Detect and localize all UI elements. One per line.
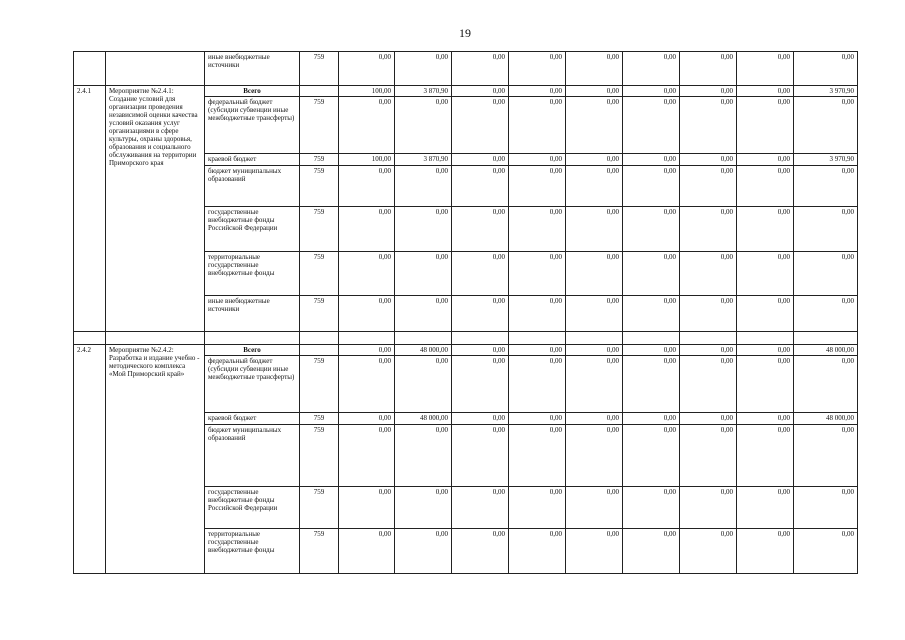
value-cell: 0,00 xyxy=(623,52,680,86)
value-cell: 0,00 xyxy=(566,413,623,425)
value-cell: 0,00 xyxy=(452,52,509,86)
value-cell: 0,00 xyxy=(566,86,623,97)
value-cell: 0,00 xyxy=(566,52,623,86)
value-cell: 0,00 xyxy=(452,413,509,425)
value-cell: 0,00 xyxy=(509,413,566,425)
activity-number-cell xyxy=(74,52,106,86)
page-number: 19 xyxy=(459,26,471,40)
value-cell: 0,00 xyxy=(680,413,737,425)
value-cell: 0,00 xyxy=(395,252,452,296)
funding-source-cell: бюджет муниципальных образований xyxy=(205,425,300,487)
budget-code-cell: 759 xyxy=(300,252,339,296)
value-cell: 0,00 xyxy=(737,52,794,86)
value-cell: 0,00 xyxy=(395,529,452,574)
total-value-cell: 0,00 xyxy=(794,356,858,413)
value-cell: 0,00 xyxy=(452,529,509,574)
value-cell: 0,00 xyxy=(737,487,794,529)
budget-code-cell: 759 xyxy=(300,207,339,252)
value-cell: 0,00 xyxy=(509,252,566,296)
value-cell: 0,00 xyxy=(737,97,794,154)
value-cell: 0,00 xyxy=(680,356,737,413)
funding-source-cell: федеральный бюджет (субсидии субвенции иные межбюджетные трансферты) xyxy=(205,356,300,413)
value-cell: 0,00 xyxy=(509,529,566,574)
value-cell: 0,00 xyxy=(509,356,566,413)
funding-source-cell: Всего xyxy=(205,345,300,356)
value-cell: 0,00 xyxy=(566,154,623,166)
value-cell: 0,00 xyxy=(339,356,395,413)
value-cell: 0,00 xyxy=(737,86,794,97)
funding-source-cell: территориальные государственные внебюджетные фонды xyxy=(205,252,300,296)
value-cell: 0,00 xyxy=(452,356,509,413)
value-cell: 0,00 xyxy=(395,207,452,252)
empty-cell xyxy=(566,332,623,345)
value-cell: 0,00 xyxy=(680,425,737,487)
budget-code-cell: 759 xyxy=(300,529,339,574)
value-cell: 100,00 xyxy=(339,86,395,97)
section-separator-row xyxy=(74,332,858,345)
funding-source-cell: краевой бюджет xyxy=(205,154,300,166)
value-cell: 0,00 xyxy=(623,296,680,332)
total-value-cell: 0,00 xyxy=(794,487,858,529)
value-cell: 0,00 xyxy=(566,296,623,332)
budget-code-cell: 759 xyxy=(300,52,339,86)
empty-cell xyxy=(680,332,737,345)
value-cell: 0,00 xyxy=(339,529,395,574)
total-value-cell: 0,00 xyxy=(794,166,858,207)
value-cell: 0,00 xyxy=(452,345,509,356)
value-cell: 0,00 xyxy=(680,52,737,86)
total-value-cell: 0,00 xyxy=(794,97,858,154)
value-cell: 0,00 xyxy=(737,252,794,296)
activity-number-cell: 2.4.2 xyxy=(74,345,106,574)
value-cell: 48 000,00 xyxy=(395,345,452,356)
value-cell: 0,00 xyxy=(566,487,623,529)
value-cell: 0,00 xyxy=(680,154,737,166)
value-cell: 48 000,00 xyxy=(395,413,452,425)
funding-source-cell: государственные внебюджетные фонды Российской Федерации xyxy=(205,487,300,529)
value-cell: 0,00 xyxy=(623,529,680,574)
value-cell: 0,00 xyxy=(680,529,737,574)
empty-cell xyxy=(74,332,106,345)
value-cell: 0,00 xyxy=(452,252,509,296)
value-cell: 0,00 xyxy=(623,487,680,529)
value-cell: 0,00 xyxy=(339,413,395,425)
value-cell: 3 870,90 xyxy=(395,154,452,166)
budget-code-cell: 759 xyxy=(300,296,339,332)
table-row xyxy=(74,345,858,356)
value-cell: 0,00 xyxy=(452,425,509,487)
value-cell: 0,00 xyxy=(339,52,395,86)
value-cell: 0,00 xyxy=(680,252,737,296)
value-cell: 0,00 xyxy=(566,166,623,207)
value-cell: 0,00 xyxy=(566,97,623,154)
value-cell: 0,00 xyxy=(680,86,737,97)
total-value-cell: 0,00 xyxy=(794,252,858,296)
value-cell: 0,00 xyxy=(452,487,509,529)
value-cell: 0,00 xyxy=(339,252,395,296)
value-cell: 0,00 xyxy=(737,425,794,487)
value-cell: 0,00 xyxy=(623,356,680,413)
value-cell: 0,00 xyxy=(509,52,566,86)
value-cell: 0,00 xyxy=(509,97,566,154)
value-cell: 0,00 xyxy=(623,86,680,97)
value-cell: 0,00 xyxy=(566,529,623,574)
value-cell: 0,00 xyxy=(509,425,566,487)
value-cell: 0,00 xyxy=(452,166,509,207)
budget-code-cell: 759 xyxy=(300,97,339,154)
value-cell: 0,00 xyxy=(737,345,794,356)
funding-source-cell: федеральный бюджет (субсидии субвенции иные межбюджетные трансферты) xyxy=(205,97,300,154)
value-cell: 0,00 xyxy=(395,487,452,529)
funding-source-cell: иные внебюджетные источники xyxy=(205,296,300,332)
budget-code-cell: 759 xyxy=(300,154,339,166)
total-value-cell: 0,00 xyxy=(794,529,858,574)
activity-name-cell xyxy=(106,52,205,86)
value-cell: 0,00 xyxy=(737,154,794,166)
value-cell: 0,00 xyxy=(623,345,680,356)
total-value-cell: 0,00 xyxy=(794,425,858,487)
budget-code-cell: 759 xyxy=(300,356,339,413)
value-cell: 0,00 xyxy=(452,97,509,154)
total-value-cell: 3 970,90 xyxy=(794,86,858,97)
value-cell: 0,00 xyxy=(339,487,395,529)
budget-table xyxy=(73,51,858,574)
value-cell: 0,00 xyxy=(680,207,737,252)
funding-source-cell: Всего xyxy=(205,86,300,97)
value-cell: 0,00 xyxy=(395,166,452,207)
value-cell: 0,00 xyxy=(623,154,680,166)
budget-code-cell xyxy=(300,86,339,97)
value-cell: 0,00 xyxy=(509,154,566,166)
total-value-cell: 3 970,90 xyxy=(794,154,858,166)
empty-cell xyxy=(452,332,509,345)
total-value-cell: 0,00 xyxy=(794,207,858,252)
value-cell: 0,00 xyxy=(623,166,680,207)
value-cell: 0,00 xyxy=(566,207,623,252)
value-cell: 0,00 xyxy=(623,413,680,425)
value-cell: 3 870,90 xyxy=(395,86,452,97)
value-cell: 0,00 xyxy=(509,296,566,332)
value-cell: 0,00 xyxy=(395,52,452,86)
value-cell: 0,00 xyxy=(509,487,566,529)
value-cell: 0,00 xyxy=(737,207,794,252)
value-cell: 0,00 xyxy=(509,166,566,207)
value-cell: 0,00 xyxy=(737,413,794,425)
total-value-cell: 0,00 xyxy=(794,52,858,86)
funding-source-cell: территориальные государственные внебюджетные фонды xyxy=(205,529,300,574)
empty-cell xyxy=(623,332,680,345)
value-cell: 0,00 xyxy=(680,166,737,207)
funding-source-cell: бюджет муниципальных образований xyxy=(205,166,300,207)
funding-source-cell: государственные внебюджетные фонды Российской Федерации xyxy=(205,207,300,252)
table-row xyxy=(74,86,858,97)
value-cell: 0,00 xyxy=(452,154,509,166)
value-cell: 0,00 xyxy=(737,356,794,413)
budget-code-cell: 759 xyxy=(300,413,339,425)
value-cell: 0,00 xyxy=(737,296,794,332)
value-cell: 0,00 xyxy=(509,86,566,97)
value-cell: 0,00 xyxy=(680,345,737,356)
empty-cell xyxy=(737,332,794,345)
table-row xyxy=(74,52,858,86)
value-cell: 0,00 xyxy=(339,166,395,207)
activity-number-cell: 2.4.1 xyxy=(74,86,106,332)
budget-code-cell: 759 xyxy=(300,487,339,529)
value-cell: 0,00 xyxy=(623,97,680,154)
empty-cell xyxy=(794,332,858,345)
value-cell: 0,00 xyxy=(566,345,623,356)
value-cell: 0,00 xyxy=(623,425,680,487)
total-value-cell: 48 000,00 xyxy=(794,413,858,425)
value-cell: 0,00 xyxy=(339,207,395,252)
value-cell: 0,00 xyxy=(737,529,794,574)
value-cell: 0,00 xyxy=(623,252,680,296)
funding-source-cell: краевой бюджет xyxy=(205,413,300,425)
value-cell: 0,00 xyxy=(395,356,452,413)
value-cell: 0,00 xyxy=(509,207,566,252)
value-cell: 0,00 xyxy=(395,296,452,332)
budget-code-cell: 759 xyxy=(300,425,339,487)
empty-cell xyxy=(106,332,205,345)
value-cell: 0,00 xyxy=(509,345,566,356)
value-cell: 0,00 xyxy=(452,296,509,332)
activity-name-cell: Мероприятие №2.4.1: Создание условий для организации проведения независимой оценки качества условий оказания услуг организациями в сфере культуры, охраны здоровья, образования и социального обслуживания на территории Приморского края xyxy=(106,86,205,332)
value-cell: 0,00 xyxy=(680,296,737,332)
value-cell: 0,00 xyxy=(452,86,509,97)
empty-cell xyxy=(509,332,566,345)
value-cell: 0,00 xyxy=(395,97,452,154)
value-cell: 0,00 xyxy=(452,207,509,252)
value-cell: 0,00 xyxy=(737,166,794,207)
value-cell: 0,00 xyxy=(680,97,737,154)
empty-cell xyxy=(395,332,452,345)
empty-cell xyxy=(300,332,339,345)
value-cell: 0,00 xyxy=(566,425,623,487)
value-cell: 0,00 xyxy=(339,425,395,487)
value-cell: 0,00 xyxy=(339,345,395,356)
value-cell: 100,00 xyxy=(339,154,395,166)
total-value-cell: 0,00 xyxy=(794,296,858,332)
value-cell: 0,00 xyxy=(680,487,737,529)
empty-cell xyxy=(205,332,300,345)
activity-name-cell: Мероприятие №2.4.2: Разработка и издание учебно - методического комплекса «Мой Приморский край» xyxy=(106,345,205,574)
value-cell: 0,00 xyxy=(339,97,395,154)
value-cell: 0,00 xyxy=(566,252,623,296)
empty-cell xyxy=(339,332,395,345)
budget-code-cell: 759 xyxy=(300,166,339,207)
budget-code-cell xyxy=(300,345,339,356)
value-cell: 0,00 xyxy=(623,207,680,252)
total-value-cell: 48 000,00 xyxy=(794,345,858,356)
value-cell: 0,00 xyxy=(339,296,395,332)
value-cell: 0,00 xyxy=(566,356,623,413)
value-cell: 0,00 xyxy=(395,425,452,487)
funding-source-cell: иные внебюджетные источники xyxy=(205,52,300,86)
